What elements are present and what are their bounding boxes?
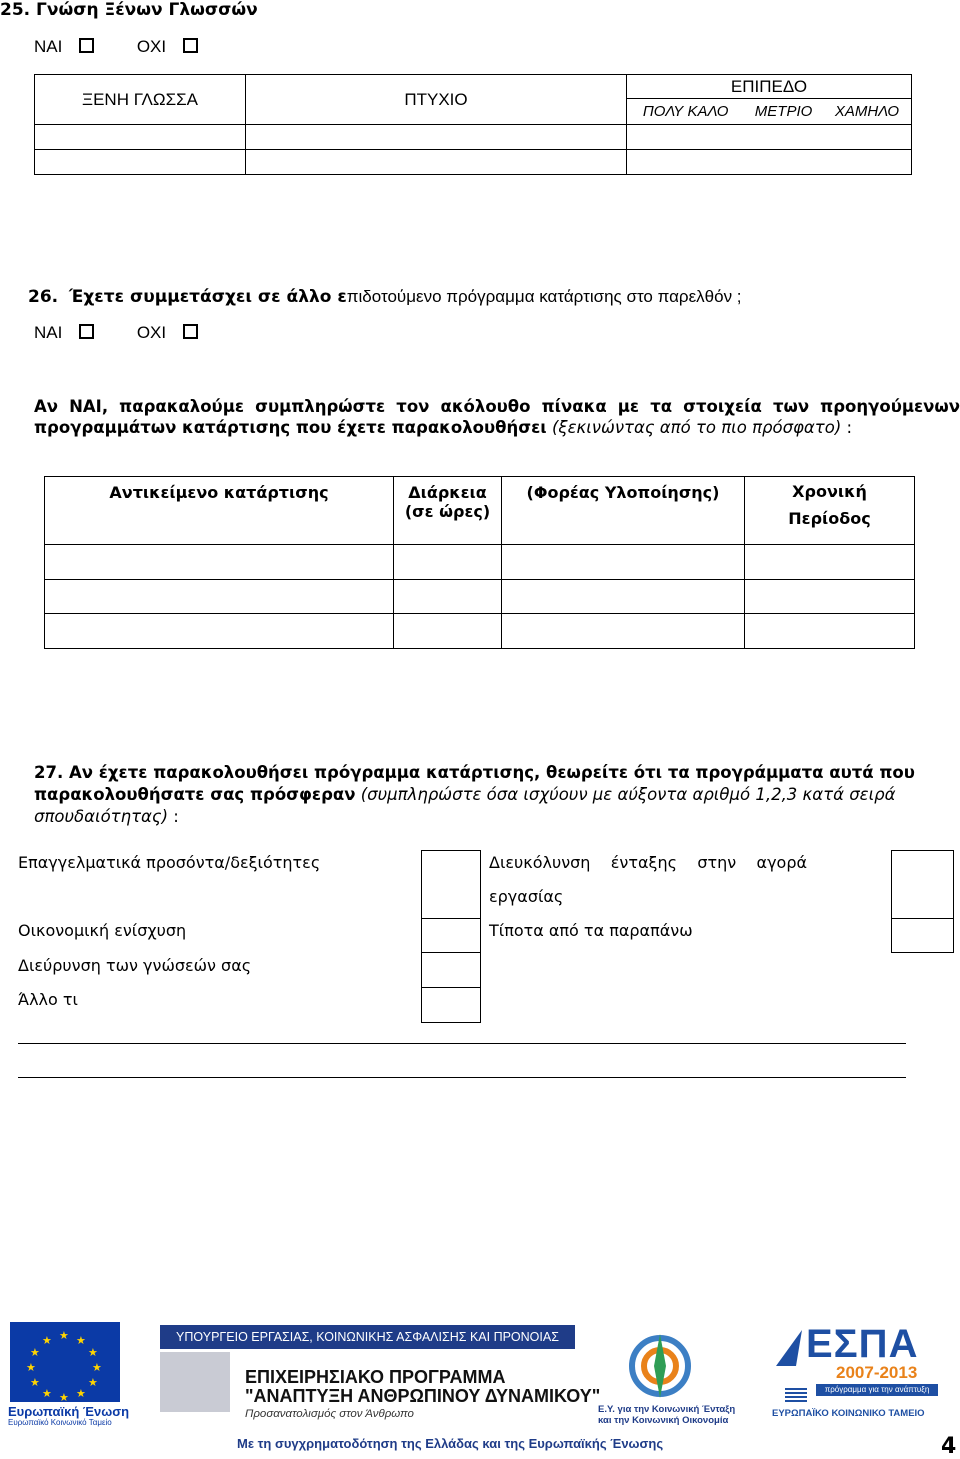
other-answer-line-1[interactable] [18,1043,906,1044]
programme-title-1: ΕΠΙΧΕΙΡΗΣΙΑΚΟ ΠΡΟΓΡΑΜΜΑ [245,1367,506,1387]
q26-instructions-tail: : [841,418,853,437]
table-row [35,125,912,150]
option-nothing-box[interactable] [891,918,954,953]
table-cell[interactable] [627,125,912,150]
programme-subtitle: Προσανατολισμός στον Άνθρωπο [245,1408,414,1420]
training-col-provider: (Φορέας Υλοποίησης) [502,477,745,545]
q26-instructions-italic: (ξεκινώντας από το πιο πρόσφατο) [551,418,842,437]
espa-wave-icon [774,1328,804,1368]
ey-text-1: Ε.Υ. για την Κοινωνική Ένταξη [598,1404,736,1415]
table-cell[interactable] [745,614,915,649]
table-cell[interactable] [35,150,246,175]
ey-text-2: και την Κοινωνική Οικονομία [598,1415,729,1426]
table-row [45,580,915,614]
eu-text-1: Ευρωπαϊκή Ένωση [8,1404,130,1419]
option-finance-box[interactable] [421,918,481,953]
page-number: 4 [941,1434,957,1459]
q25-no-label: ΟΧΙ [136,37,167,56]
table-cell[interactable] [394,580,502,614]
espa-subtitle: πρόγραμμα για την ανάπτυξη [816,1384,938,1396]
q25-yes-checkbox[interactable] [79,38,94,53]
option-knowledge-box[interactable] [421,952,481,988]
table-cell[interactable] [246,150,627,175]
table-cell[interactable] [394,545,502,580]
option-skills-label: Επαγγελματικά προσόντα/δεξιότητες [18,853,321,872]
table-cell[interactable] [35,125,246,150]
q25-no-checkbox[interactable] [183,38,198,53]
q26-question-rest: πιδοτούμενο πρόγραμμα κατάρτισης στο παρελθόν ; [346,287,742,306]
languages-table [34,74,912,175]
option-other-label: Άλλο τι [18,990,78,1009]
table-cell[interactable] [246,125,627,150]
table-cell[interactable] [745,580,915,614]
training-col-period [745,477,915,545]
table-row [45,545,915,580]
greek-flag-icon [785,1388,807,1402]
q27-question-bold: 27. Αν έχετε παρακολουθήσει πρόγραμμα κατάρτισης, θεωρείτε ότι τα προγράμματα αυτά που παρακολουθήσατε σας πρόσφεραν [34,763,915,804]
q27-question-tail: : [168,807,179,826]
q26-question-bold: Έχετε συμμετάσχει σε άλλο ε [68,287,347,307]
q26-no-label: ΟΧΙ [136,323,167,342]
training-col-duration-line1: Διάρκεια [408,483,487,502]
eu-flag-logo: ★ ★ ★ ★ ★ ★ ★ ★ ★ ★ ★ ★ [10,1322,120,1402]
table-cell[interactable] [394,614,502,649]
q25-yes-label: ΝΑΙ [34,37,63,56]
table-cell[interactable] [502,580,745,614]
table-cell[interactable] [45,614,394,649]
training-col-duration [394,477,502,545]
cofinance-text: Με τη συγχρηματοδότηση της Ελλάδας και της Ευρωπαϊκής Ένωσης [237,1436,664,1451]
option-nothing-label: Τίποτα από τα παραπάνω [489,921,693,940]
training-col-subject: Αντικείμενο κατάρτισης [45,477,394,545]
table-cell[interactable] [45,545,394,580]
q26-instructions-bold: Αν ΝΑΙ, παρακαλούμε συμπληρώστε τον ακόλουθο πίνακα με τα στοιχεία των προηγούμενων προγραμμάτων κατάρτισης που έχετε παρακολουθήσει [34,397,960,437]
table-cell[interactable] [502,545,745,580]
q27-question-italic: (συμπληρώστε όσα ισχύουν με αύξοντα αριθμό 1,2,3 κατά σειρά σπουδαιότητας) [34,785,896,826]
languages-col-language: ΞΕΝΗ ΓΛΩΣΣΑ [35,75,246,125]
ey-logo-icon [610,1330,710,1402]
q26-yes-checkbox[interactable] [79,324,94,339]
espa-title: ΕΣΠΑ [806,1322,919,1366]
programme-title-2: "ΑΝΑΠΤΥΞΗ ΑΝΘΡΩΠΙΝΟΥ ΔΥΝΑΜΙΚΟΥ" [245,1386,601,1406]
option-market-label-line1: Διευκόλυνση ένταξης στην αγορά [489,853,808,872]
table-cell[interactable] [745,545,915,580]
q25-title: 25. Γνώση Ξένων Γλωσσών [0,0,258,20]
level-low: ΧΑΜΗΛΟ [823,99,912,125]
table-cell[interactable] [502,614,745,649]
espa-years: 2007-2013 [836,1363,918,1382]
level-medium: ΜΕΤΡΙΟ [744,99,823,125]
option-finance-label: Οικονομική ενίσχυση [18,921,187,940]
q26-instructions [34,396,960,438]
languages-col-level: ΕΠΙΠΕΔΟ [627,75,912,99]
ministry-banner: ΥΠΟΥΡΓΕΙΟ ΕΡΓΑΣΙΑΣ, ΚΟΙΝΩΝΙΚΗΣ ΑΣΦΑΛΙΣΗΣ ΚΑΙ ΠΡΟΝΟΙΑΣ [160,1325,575,1349]
q26-question [28,287,742,307]
languages-col-degree: ΠΤΥΧΙΟ [246,75,627,125]
option-other-box[interactable] [421,987,481,1023]
table-cell[interactable] [627,150,912,175]
training-col-period-line1: Χρονική [792,482,867,501]
q27-question [34,762,930,828]
option-market-label-line2: εργασίας [489,887,564,906]
espa-fund: ΕΥΡΩΠΑΪΚΟ ΚΟΙΝΩΝΙΚΟ ΤΑΜΕΙΟ [772,1408,925,1419]
other-answer-line-2[interactable] [18,1077,906,1078]
option-knowledge-label: Διεύρυνση των γνώσεών σας [18,956,252,975]
q26-no-checkbox[interactable] [183,324,198,339]
q26-number: 26. [28,287,59,307]
table-row [35,150,912,175]
table-row [45,614,915,649]
table-cell[interactable] [45,580,394,614]
training-col-duration-line2: (σε ώρες) [404,502,491,521]
ministry-emblem-icon [160,1352,230,1412]
option-skills-box[interactable] [421,850,481,919]
training-table [44,476,915,649]
training-col-period-line2: Περίοδος [788,509,871,528]
q26-yes-no [34,323,198,343]
option-market-box[interactable] [891,850,954,919]
level-very-good: ΠΟΛΥ ΚΑΛΟ [627,99,745,125]
q25-yes-no [34,37,198,57]
eu-text-2: Ευρωπαϊκό Κοινωνικό Ταμείο [8,1418,112,1427]
q26-yes-label: ΝΑΙ [34,323,63,342]
